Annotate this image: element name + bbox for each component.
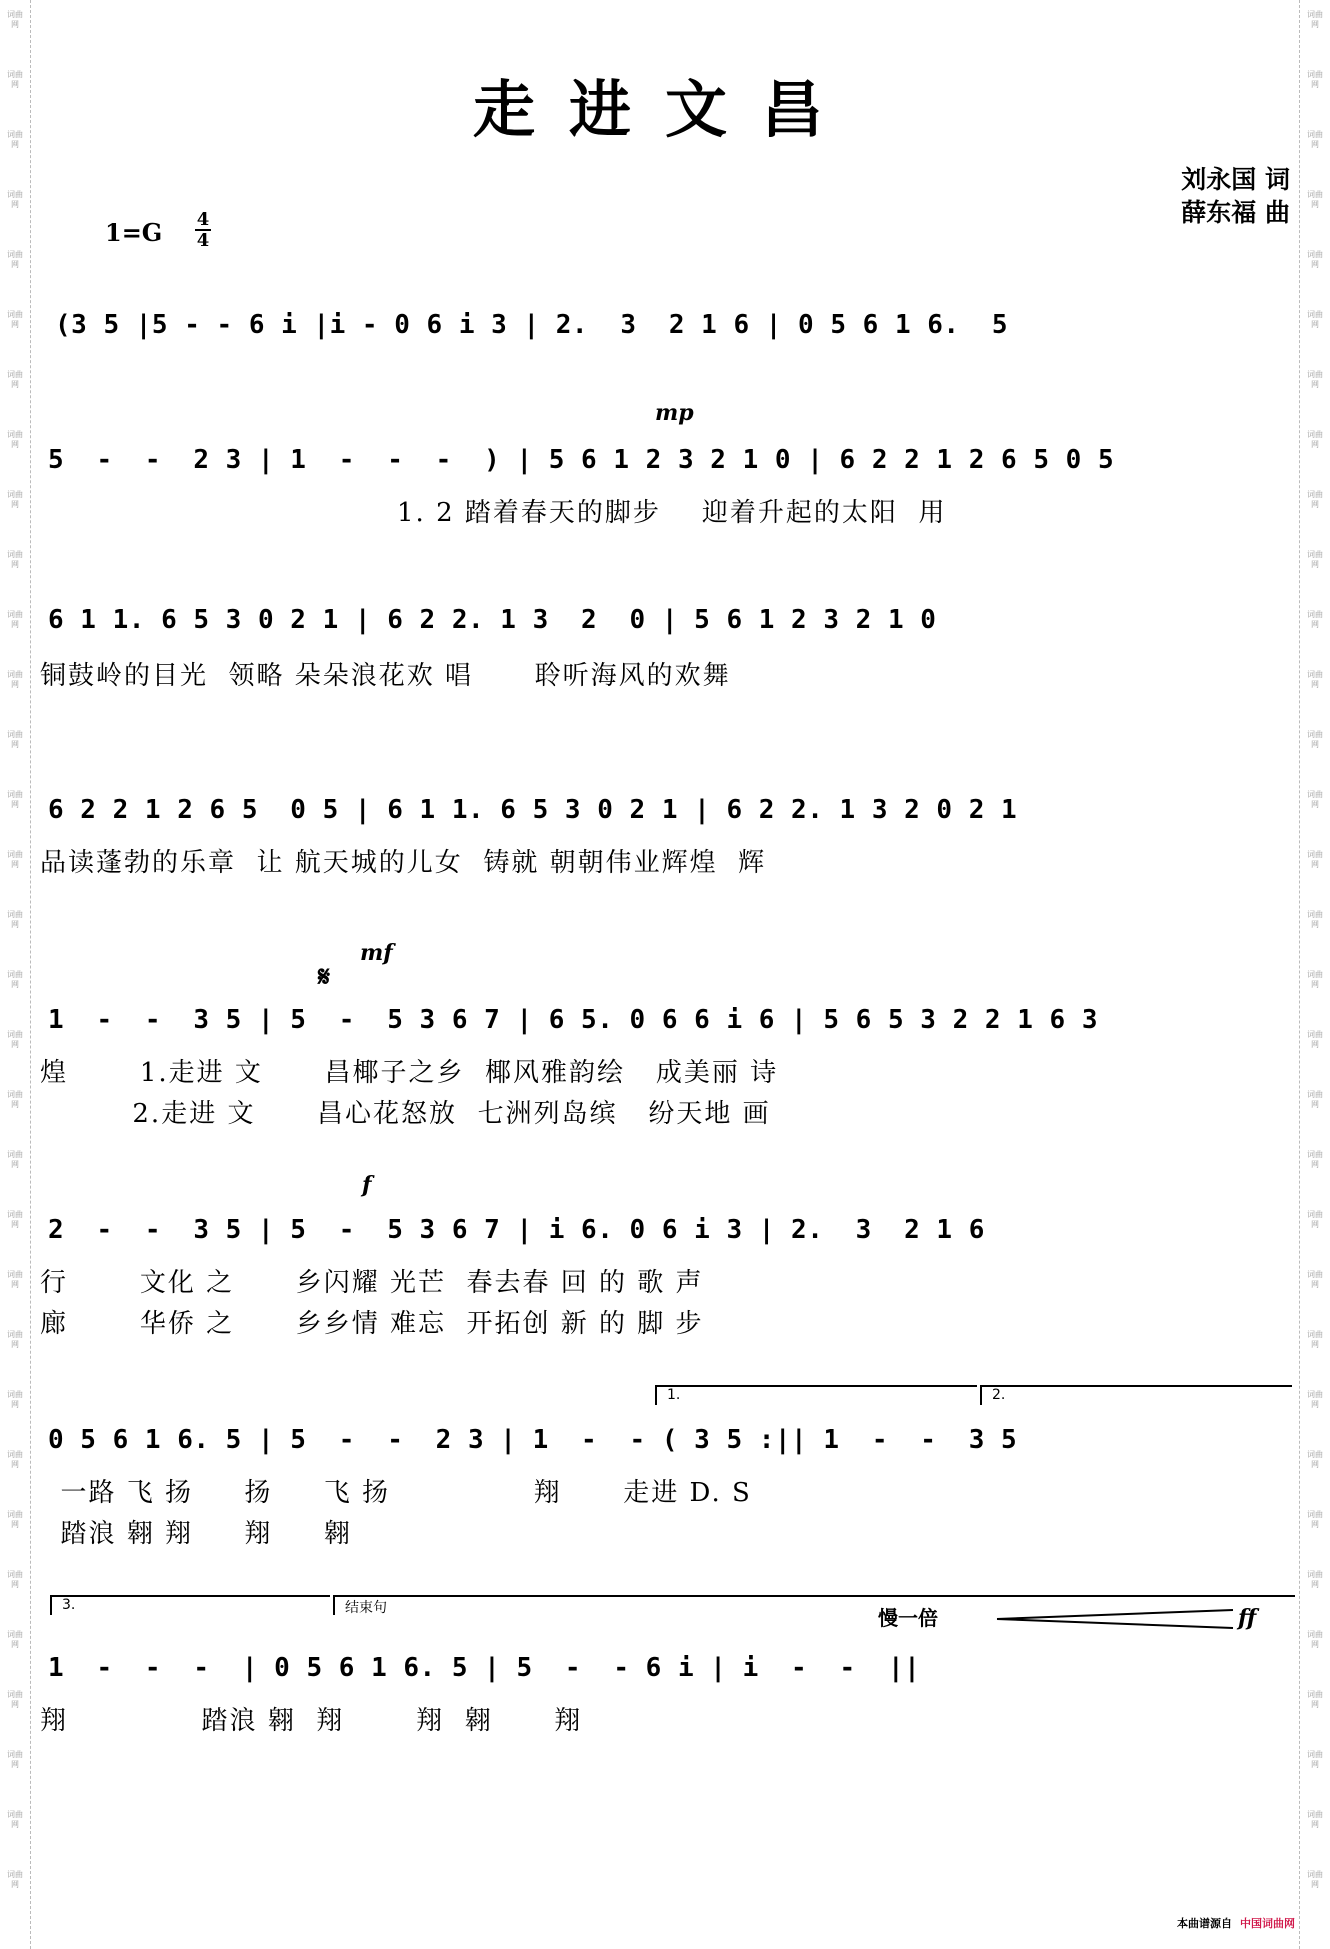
watermark-text: 词曲网 (7, 1870, 23, 1889)
watermark-text: 词曲网 (1307, 1330, 1323, 1349)
watermark-text: 词曲网 (1307, 970, 1323, 989)
watermark-text: 词曲网 (1307, 910, 1323, 929)
watermark-text: 词曲网 (1307, 430, 1323, 449)
lyric-row-6-verse2: 廊 华侨 之 乡乡情 难忘 开拓创 新 的 脚 步 (40, 1309, 704, 1339)
watermark-text: 词曲网 (1307, 850, 1323, 869)
watermark-text: 词曲网 (7, 610, 23, 629)
ending-1-label: 1. (667, 1387, 681, 1403)
watermark-text: 词曲网 (7, 910, 23, 929)
watermark-text: 词曲网 (1307, 1150, 1323, 1169)
watermark-text: 词曲网 (7, 430, 23, 449)
dynamic-mp: mp (655, 400, 694, 426)
lyricist-credit: 刘永国 词 (1181, 165, 1290, 194)
watermark-text: 词曲网 (7, 1030, 23, 1049)
watermark-text: 词曲网 (7, 1450, 23, 1469)
lyric-row-2: 1. 2 踏着春天的脚步 迎着升起的太阳 用 (48, 498, 947, 528)
watermark-text: 词曲网 (7, 1210, 23, 1229)
watermark-text: 词曲网 (1307, 1870, 1323, 1889)
watermark-text: 词曲网 (1307, 1630, 1323, 1649)
watermark-text: 词曲网 (1307, 10, 1323, 29)
watermark-text: 词曲网 (7, 1270, 23, 1289)
lyric-row-4: 品读蓬勃的乐章 让 航天城的儿女 铸就 朝朝伟业辉煌 辉 (40, 848, 767, 878)
lyric-row-8: 翔 踏浪 翱 翔 翔 翱 翔 (40, 1706, 583, 1736)
tempo-slow: 慢一倍 (878, 1606, 938, 1630)
watermark-text: 词曲网 (7, 310, 23, 329)
lyric-row-5-verse1: 煌 1.走进 文 昌椰子之乡 椰风雅韵绘 成美丽 诗 (40, 1058, 779, 1088)
watermark-text: 词曲网 (1307, 250, 1323, 269)
watermark-text: 词曲网 (1307, 310, 1323, 329)
watermark-text: 词曲网 (7, 490, 23, 509)
notes-row-5: 1 - - 3 5 | 5 - 5 3 6 7 | 6 5. 0 6 6 i 6 | 5 6 5 3 2 2 1 6 3 (48, 1005, 1098, 1035)
watermark-text: 词曲网 (7, 850, 23, 869)
watermark-text: 词曲网 (7, 370, 23, 389)
notes-row-1: (3 5 |5 - - 6 i |i - 0 6 i 3 | 2. 3 2 1 6 | 0 5 6 1 6. 5 (55, 310, 1009, 340)
footer-brand: 中国词曲网 (1240, 1917, 1295, 1930)
ending-3-label: 3. (62, 1597, 76, 1613)
watermark-text: 词曲网 (1307, 1510, 1323, 1529)
lyric-row-6-verse1: 行 文化 之 乡闪耀 光芒 春去春 回 的 歌 声 (40, 1268, 704, 1298)
watermark-text: 词曲网 (1307, 190, 1323, 209)
watermark-text: 词曲网 (7, 1630, 23, 1649)
watermark-text: 词曲网 (7, 970, 23, 989)
coda-bracket (333, 1595, 1295, 1615)
watermark-text: 词曲网 (7, 550, 23, 569)
watermark-text: 词曲网 (7, 1510, 23, 1529)
watermark-text: 词曲网 (1307, 670, 1323, 689)
lyric-row-3: 铜鼓岭的目光 领略 朵朵浪花欢 唱 聆听海风的欢舞 (40, 661, 731, 691)
watermark-text: 词曲网 (7, 1390, 23, 1409)
watermark-text: 词曲网 (1307, 130, 1323, 149)
score-title: 走进文昌 (472, 73, 857, 146)
watermark-text: 词曲网 (1307, 730, 1323, 749)
watermark-text: 词曲网 (7, 790, 23, 809)
notes-row-8: 1 - - - | 0 5 6 1 6. 5 | 5 - - 6 i | i - - || (48, 1653, 921, 1683)
watermark-text: 词曲网 (1307, 550, 1323, 569)
key-signature: 1=G (105, 218, 163, 247)
dynamic-f: f (362, 1172, 372, 1198)
footer-source (1177, 1915, 1295, 1931)
watermark-text: 词曲网 (1307, 1750, 1323, 1769)
coda-label: 结束句 (345, 1600, 387, 1616)
time-denominator: 4 (196, 230, 210, 251)
watermark-text: 词曲网 (1307, 790, 1323, 809)
watermark-text: 词曲网 (1307, 1030, 1323, 1049)
watermark-text: 词曲网 (7, 1750, 23, 1769)
watermark-text: 词曲网 (7, 1090, 23, 1109)
notes-row-3: 6 1 1. 6 5 3 0 2 1 | 6 2 2. 1 3 2 0 | 5 6 1 2 3 2 1 0 (48, 605, 937, 635)
watermark-text: 词曲网 (7, 70, 23, 89)
watermark-text: 词曲网 (7, 1570, 23, 1589)
time-numerator: 4 (196, 209, 210, 230)
watermark-text: 词曲网 (7, 130, 23, 149)
lyric-row-5-verse2: 2.走进 文 昌心花怒放 七洲列岛缤 纷天地 画 (40, 1099, 771, 1129)
watermark-text: 词曲网 (1307, 1210, 1323, 1229)
watermark-text: 词曲网 (1307, 370, 1323, 389)
watermark-text: 词曲网 (1307, 1810, 1323, 1829)
watermark-text: 词曲网 (1307, 610, 1323, 629)
watermark-text: 词曲网 (1307, 1390, 1323, 1409)
watermark-text: 词曲网 (7, 1150, 23, 1169)
notes-row-7: 0 5 6 1 6. 5 | 5 - - 2 3 | 1 - - ( 3 5 :|| 1 - - 3 5 (48, 1425, 1018, 1455)
watermark-text: 词曲网 (7, 1330, 23, 1349)
watermark-text: 词曲网 (7, 10, 23, 29)
watermark-text: 词曲网 (7, 1690, 23, 1709)
composer-credit: 薛东福 曲 (1181, 198, 1290, 227)
watermark-text: 词曲网 (1307, 1270, 1323, 1289)
time-signature (195, 210, 211, 250)
ending-1-bracket (655, 1385, 977, 1405)
watermark-text: 词曲网 (7, 190, 23, 209)
dynamic-mf: mf (360, 940, 393, 966)
watermark-text: 词曲网 (1307, 490, 1323, 509)
notes-row-4: 6 2 2 1 2 6 5 0 5 | 6 1 1. 6 5 3 0 2 1 | 6 2 2. 1 3 2 0 2 1 (48, 795, 1018, 825)
notes-row-2: 5 - - 2 3 | 1 - - - ) | 5 6 1 2 3 2 1 0 | 6 2 2 1 2 6 5 0 5 (48, 445, 1115, 475)
dynamic-ff: ff (1238, 1605, 1257, 1631)
footer-source-text: 本曲谱源自 (1177, 1917, 1232, 1930)
watermark-text: 词曲网 (1307, 70, 1323, 89)
watermark-text: 词曲网 (7, 670, 23, 689)
lyric-row-7-verse2: 踏浪 翱 翔 翔 翱 (40, 1519, 352, 1549)
watermark-text: 词曲网 (1307, 1450, 1323, 1469)
watermark-text: 词曲网 (1307, 1090, 1323, 1109)
watermark-text: 词曲网 (1307, 1690, 1323, 1709)
watermark-text: 词曲网 (7, 730, 23, 749)
ending-3-bracket (50, 1595, 330, 1615)
ending-2-bracket (980, 1385, 1292, 1405)
segno-sign: 𝄋 (318, 960, 331, 993)
watermark-text: 词曲网 (1307, 1570, 1323, 1589)
watermark-text: 词曲网 (7, 250, 23, 269)
watermark-text: 词曲网 (7, 1810, 23, 1829)
notes-row-6: 2 - - 3 5 | 5 - 5 3 6 7 | i 6. 0 6 i 3 | 2. 3 2 1 6 (48, 1215, 985, 1245)
ending-2-label: 2. (992, 1387, 1006, 1403)
lyric-row-7-verse1: 一路 飞 扬 扬 飞 扬 翔 走进 D. S (40, 1478, 752, 1508)
